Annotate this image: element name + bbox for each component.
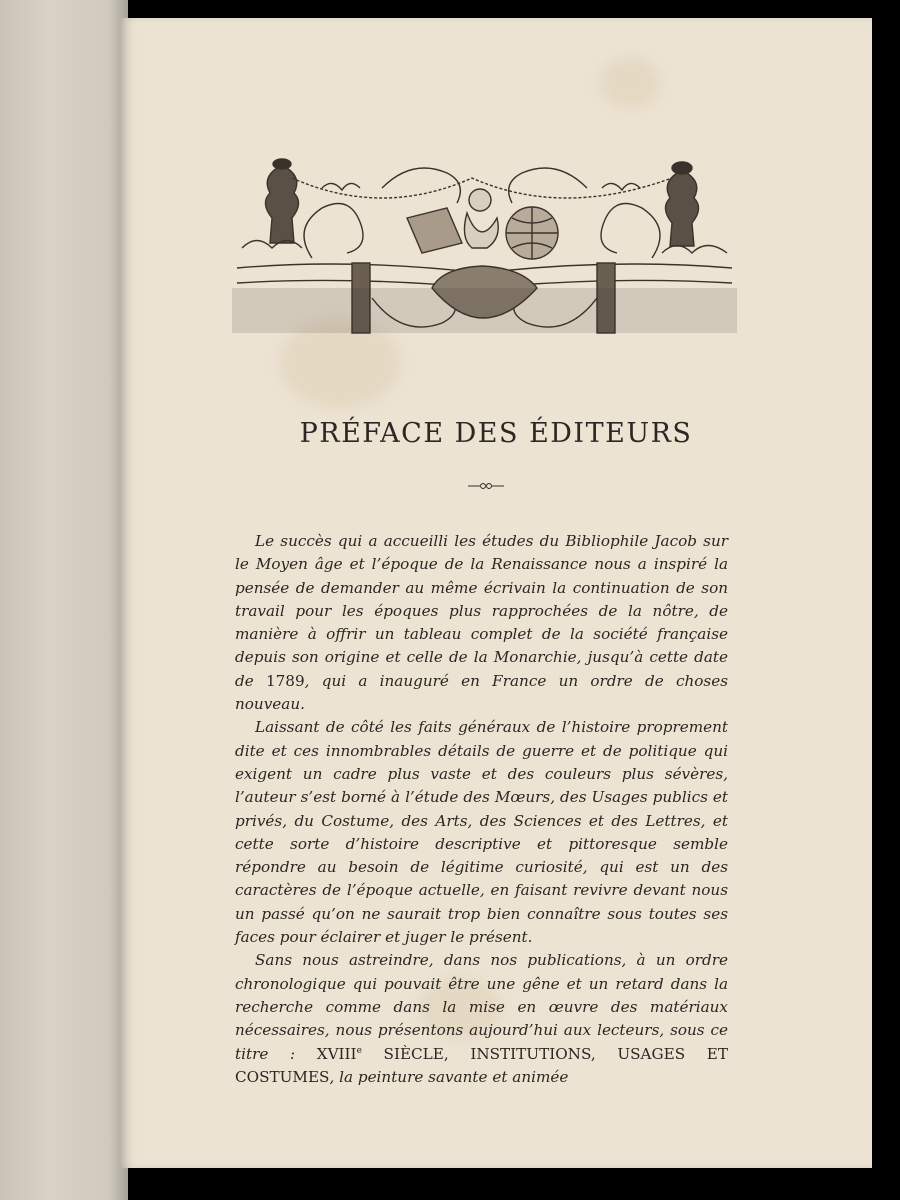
foxing-stain	[600, 58, 660, 108]
book-title-part: SIÈCLE, INSTITUTIONS, USAGES ET COSTUMES	[235, 1044, 728, 1086]
book-title-sup: e	[356, 1045, 362, 1056]
left-page-edge	[0, 0, 128, 1200]
book-title-part: XVIII	[316, 1044, 357, 1063]
headpiece-ornament-icon	[232, 148, 737, 348]
paragraph-text: Sans nous astreindre, dans nos publications, à un ordre chronologique qui pouvait être une gêne et un retard dans la recherche comme dans la mise en œuvre des matériaux nécessaires, nous présentons aujourd’hui aux lecteurs, sous ce titre :	[235, 951, 728, 1063]
paragraph-text: , qui a inauguré en France un ordre de choses nouveau.	[235, 671, 729, 714]
book-page	[120, 18, 872, 1168]
paragraph	[235, 949, 728, 1089]
paragraph	[235, 716, 728, 949]
paragraph-text: , la peinture savante et animée	[329, 1067, 569, 1086]
paragraph-text: Laissant de côté les faits généraux de l’histoire proprement dite et ces innombrables détails de guerre et de politique qui exigent un cadre plus vaste et des couleurs plus sévères, l’auteur s’est borné à l’étude des Mœurs, des Usages publics et privés, du Costume, des Arts, des Sciences et des Lettres, et cette sorte d’histoire descriptive et pittoresque semble répondre au besoin de légitime curiosité, qui est un des caractères de l’époque actuelle, en faisant revivre devant nous un passé qu’on ne saurait trop bien connaître sous toutes ses faces pour éclairer et juger le présent.	[235, 718, 728, 947]
preface-body	[235, 530, 728, 1089]
paragraph	[235, 530, 728, 716]
year-text: 1789	[265, 671, 305, 690]
fleuron-divider-icon	[466, 480, 506, 492]
page-title: PRÉFACE DES ÉDITEURS	[299, 418, 693, 449]
paragraph-text: Le succès qui a accueilli les études du Bibliophile Jacob sur le Moyen âge et l’époque de la Renaissance nous a inspiré la pensée de demander au même écrivain la continuation de son travail pour les époques plus rapprochées de la nôtre, de manière à offrir un tableau complet de la société française depuis son origine et celle de la Monarchie, jusqu’à cette date de	[235, 532, 728, 690]
